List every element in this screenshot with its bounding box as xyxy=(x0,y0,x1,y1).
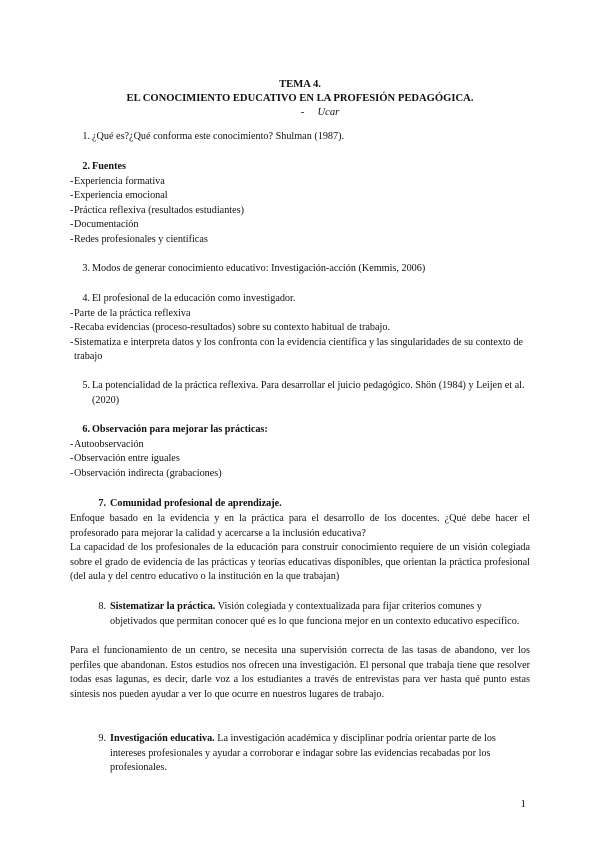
section-2 xyxy=(70,160,530,248)
section-9-title: Investigación educativa. xyxy=(110,733,215,744)
section-8-text: Visión colegiada y contextualizada para fijar criterios comunes y objetivados que permitan conocer qué es lo que funciona mejor en un contexto educativo específico. xyxy=(110,601,520,627)
list-item: - Experiencia formativa xyxy=(52,175,530,190)
section-number: 2. xyxy=(82,161,90,172)
section-2-title: Fuentes xyxy=(92,161,126,172)
section-6-list xyxy=(52,438,530,482)
author-dash: - xyxy=(300,107,305,118)
section-number: 7. xyxy=(98,498,106,509)
section-8 xyxy=(70,600,530,629)
section-7-title: Comunidad profesional de aprendizaje. xyxy=(110,498,282,509)
section-7-paragraph-1: Enfoque basado en la evidencia y en la práctica para el desarrollo de los docentes. ¿Qué debe hacer el profesorado para mejorar la calidad y acercarse a la inclusión educativa? xyxy=(70,513,530,539)
section-1 xyxy=(70,130,530,145)
section-number: 1. xyxy=(82,131,90,142)
section-8-paragraph: Para el funcionamiento de un centro, se necesita una supervisión correcta de las tasas de abandono, ver los perfiles que abandonan. Estos estudios nos ofrecen una investigación. El personal que trabaja tiene que resolver todas esas lagunas, es decir, darle voz a los estudiantes a través de entrevistas para ver hasta qué punto estas síntesis nos pueden ayudar a ver lo que ocurre en nuestros lugares de trabajo. xyxy=(70,645,530,700)
section-5 xyxy=(70,379,530,408)
section-3 xyxy=(70,262,530,277)
section-6 xyxy=(70,423,530,481)
section-9 xyxy=(70,732,530,776)
section-6-title: Observación para mejorar las prácticas: xyxy=(92,424,268,435)
section-1-text: ¿Qué es?¿Qué conforma este conocimiento? Shulman (1987). xyxy=(92,131,345,142)
section-2-list xyxy=(52,175,530,248)
section-number: 8. xyxy=(98,601,106,612)
list-item: - Experiencia emocional xyxy=(52,189,530,204)
section-4 xyxy=(70,292,530,365)
document-title: TEMA 4. xyxy=(279,79,321,90)
section-3-text: Modos de generar conocimiento educativo: Investigación-acción (Kemmis, 2006) xyxy=(92,263,426,274)
section-4-text: El profesional de la educación como investigador. xyxy=(92,293,296,304)
list-item: - Práctica reflexiva (resultados estudiantes) xyxy=(52,204,530,219)
section-4-list xyxy=(52,307,530,365)
list-item: - Redes profesionales y científicas xyxy=(52,233,530,248)
list-item: - Autoobservación xyxy=(52,438,530,453)
section-9-text: La investigación académica y disciplinar podría orientar parte de los intereses profesionales y ayudar a corroborar e indagar sobre las evidencias recabadas por los profesionales. xyxy=(110,733,496,774)
section-number: 5. xyxy=(82,380,90,391)
author-name: Ucar xyxy=(317,107,340,118)
section-5-text: La potencialidad de la práctica reflexiva. Para desarrollar el juicio pedagógico. Shön (1984) y Leijen et al. (2020) xyxy=(92,380,525,406)
document-author xyxy=(70,106,530,120)
section-8-title: Sistematizar la práctica. xyxy=(110,601,216,612)
section-number: 3. xyxy=(82,263,90,274)
section-7-paragraph-2: La capacidad de los profesionales de la educación para construir conocimiento requiere de un visión colegiada sobre el grado de evidencia de las prácticas y teorías educativas disponibles, que orientan la práctica profesional (del aula y del centro educativo o la institución en la que trabajan) xyxy=(70,542,530,583)
page-number: 1 xyxy=(520,798,526,810)
document-header xyxy=(70,78,530,120)
section-number: 4. xyxy=(82,293,90,304)
section-7 xyxy=(70,497,530,512)
list-item: - Documentación xyxy=(52,218,530,233)
list-item: - Sistematiza e interpreta datos y los confronta con la evidencia científica y las singularidades de su contexto de trabajo xyxy=(52,336,530,365)
list-item: - Recaba evidencias (proceso-resultados) sobre su contexto habitual de trabajo. xyxy=(52,321,530,336)
section-number: 6. xyxy=(82,424,90,435)
list-item: - Parte de la práctica reflexiva xyxy=(52,307,530,322)
section-number: 9. xyxy=(98,733,106,744)
list-item: - Observación indirecta (grabaciones) xyxy=(52,467,530,482)
document-subtitle: EL CONOCIMIENTO EDUCATIVO EN LA PROFESIÓN PEDAGÓGICA. xyxy=(126,93,474,104)
list-item: - Observación entre iguales xyxy=(52,452,530,467)
